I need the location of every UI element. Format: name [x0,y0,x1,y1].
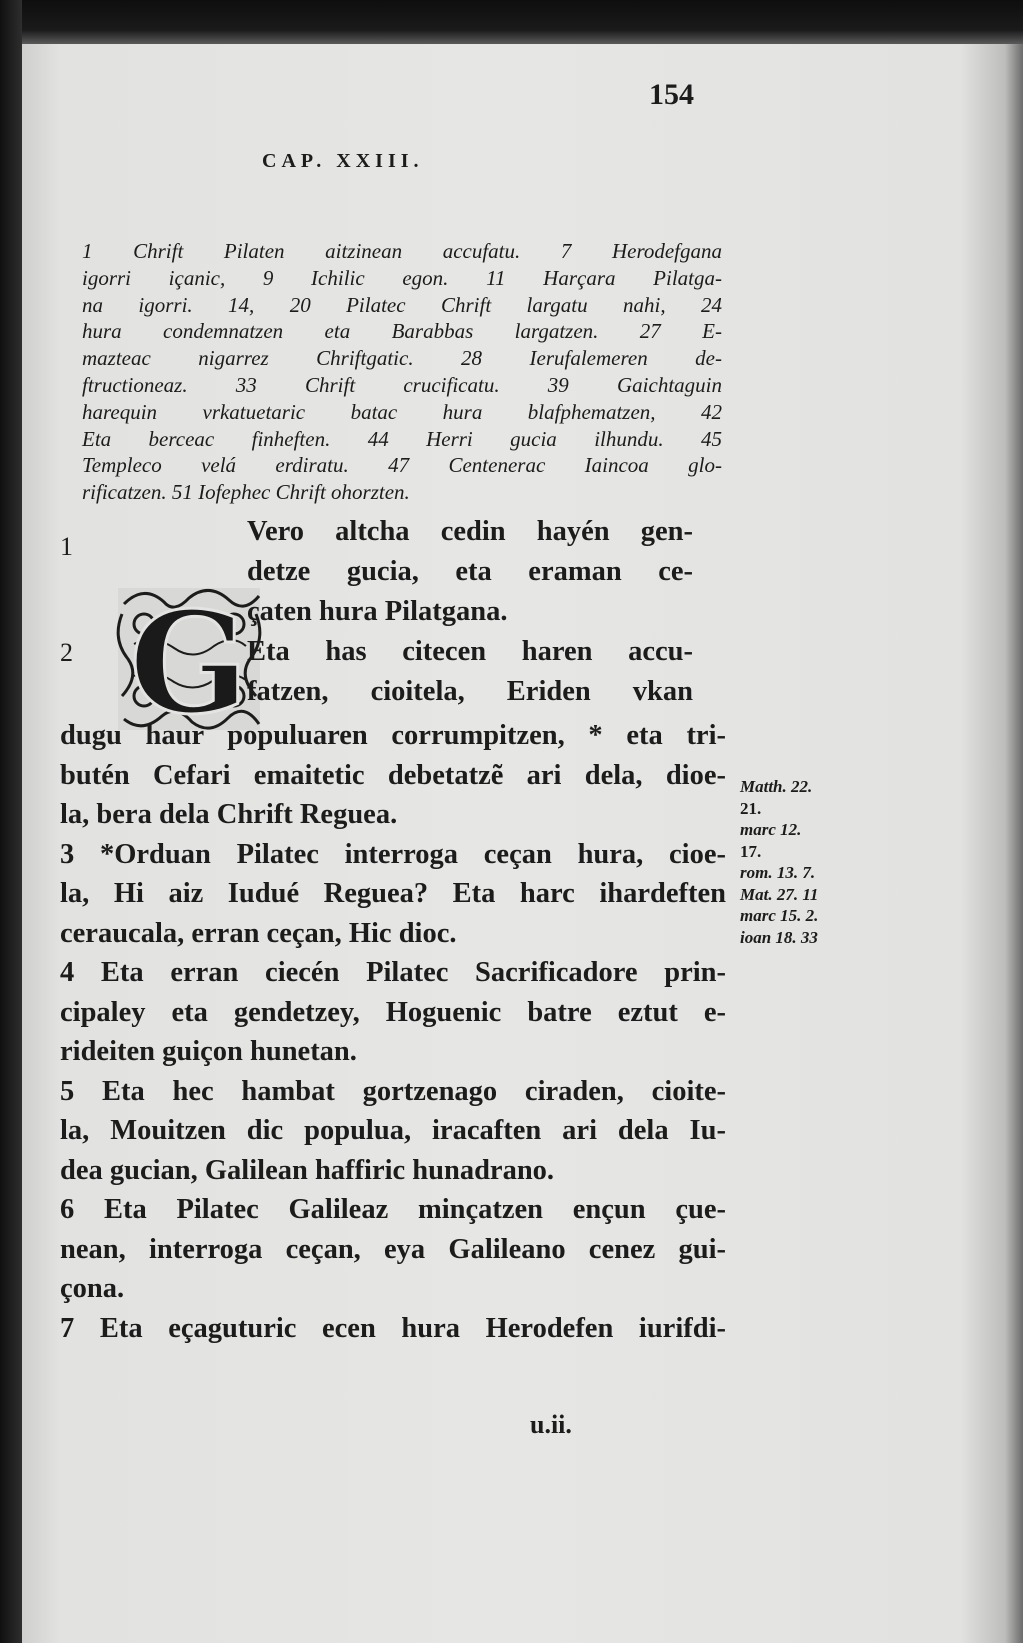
text-line: Vero altcha cedin hayén gen- [247,516,693,547]
summary-line: mazteac nigarrez Chriftgatic. 28 Ierufalemeren de- [82,346,722,371]
text-line: fatzen, cioitela, Eriden vkan [247,676,693,707]
text-line: 7 Eta eçaguturic ecen hura Herodefen iurifdi- [60,1312,726,1344]
summary-line: igorri içanic, 9 Ichilic egon. 11 Harçara Pilatga- [82,265,722,290]
margin-ref: Matth. 22. [740,777,813,796]
ornamental-drop-cap [114,584,264,734]
text-line: çaten hura Pilatgana. [247,596,508,627]
text-line: 5 Eta hec hambat gortzenago ciraden, cioite- [60,1075,726,1107]
text-line: cipaley eta gendetzey, Hoguenic batre eztut e- [60,996,726,1028]
page-number: 154 [649,78,694,111]
margin-ref: rom. 13. 7. [740,863,816,882]
drop-cap-letter: G [129,584,249,734]
summary-line: Templeco velá erdiratu. 47 Centenerac Iaincoa glo- [82,453,722,478]
text-line: Eta has citecen haren accu- [247,636,693,667]
text-line: 6 Eta Pilatec Galileaz minçatzen ençun çue- [60,1194,726,1225]
text-line: la, Mouitzen dic populua, iracaften ari dela Iu- [60,1115,726,1146]
text-line: dugu haur populuaren corrumpitzen, * eta tri- [60,720,726,751]
margin-ref: marc 12. [740,820,802,839]
text-line: ceraucala, erran ceçan, Hic dioc. [60,917,457,949]
text-line: dea gucian, Galilean haffiric hunadrano. [60,1154,555,1186]
text-line: 3 *Orduan Pilatec interroga ceçan hura, cioe- [60,838,726,870]
margin-ref: Mat. 27. 11 [740,884,819,904]
scan-top-shadow [0,0,1023,44]
text-line: detze gucia, eta eraman ce- [247,556,693,587]
summary-line: hura condemnatzen eta Barabbas largatzen. 27 E- [82,319,722,344]
book-page [22,40,1007,1643]
summary-line: harequin vrkatuetaric batac hura blafphematzen, 42 [82,399,722,424]
summary-line: Eta berceac finheften. 44 Herri gucia ilhundu. 45 [82,426,722,451]
text-line: nean, interroga ceçan, eya Galileano cenez gui- [60,1233,726,1265]
margin-ref: marc 15. 2. [740,906,819,925]
chapter-summary [82,238,722,506]
summary-line: 1 Chrift Pilaten aitzinean accufatu. 7 Herodefgana [82,239,722,263]
drop-cap-ornament-icon [114,584,264,734]
summary-line: ftructioneaz. 33 Chrift crucificatu. 39 Gaichtaguin [82,372,722,397]
verse-number: 1 [60,532,73,561]
text-line: 4 Eta erran ciecén Pilatec Sacrificadore prin- [60,957,726,988]
margin-ref: 17. [740,841,762,861]
catchword: u.ii. [530,1410,572,1439]
text-line: la, bera dela Chrift Reguea. [60,799,398,830]
scan-left-shadow [0,0,22,1643]
margin-ref: ioan 18. 33 [740,927,818,947]
chapter-heading: CAP. XXIII. [262,150,424,172]
verse-number: 2 [60,638,73,667]
text-line: la, Hi aiz Iudué Reguea? Eta harc ihardeften [60,878,726,909]
summary-line: na igorri. 14, 20 Pilatec Chrift largatu nahi, 24 [82,292,722,317]
main-text-block [60,716,726,1348]
margin-ref: 21. [740,798,762,818]
summary-line: rificatzen. 51 Iofephec Chrift ohorzten. [82,480,410,505]
text-line: butén Cefari emaitetic debetatzẽ ari dela, dioe- [60,759,726,791]
margin-references [740,776,850,948]
text-line: çona. [60,1273,125,1304]
text-line: rideiten guiçon hunetan. [60,1036,357,1067]
